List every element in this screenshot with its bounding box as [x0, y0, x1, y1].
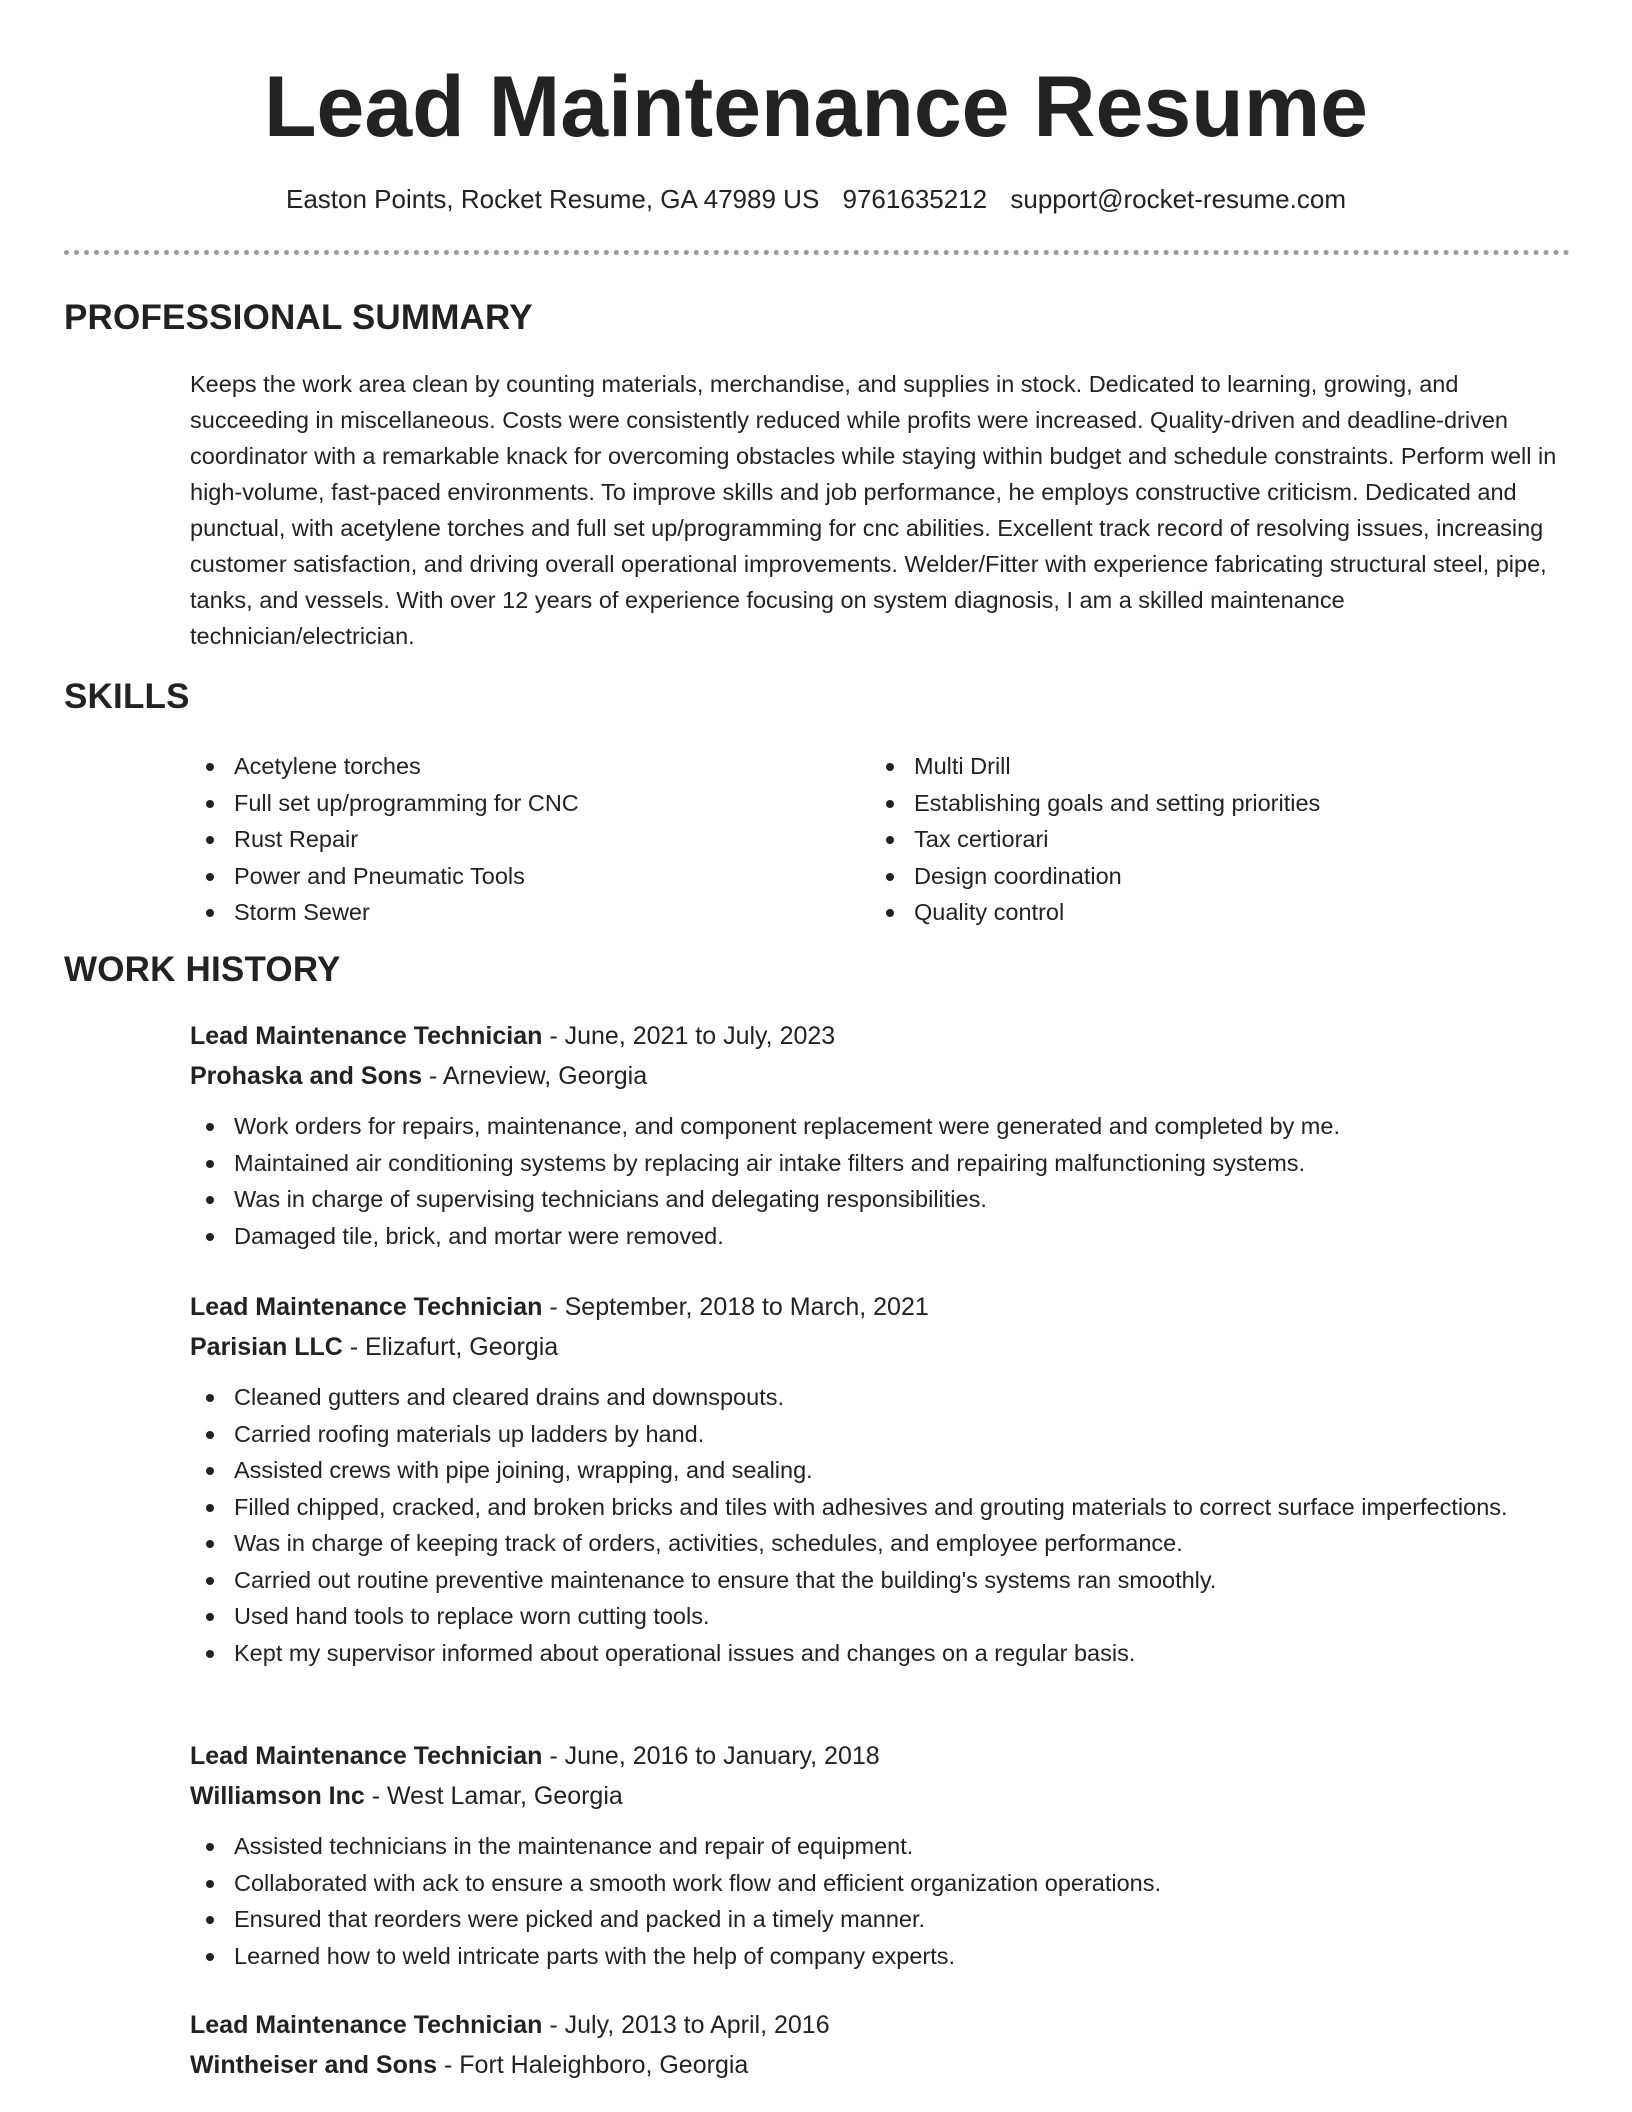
header-divider [64, 250, 1570, 255]
duty-item: Was in charge of supervising technicians and delegating responsibilities. [190, 1181, 1575, 1218]
contact-line [0, 180, 1632, 218]
job-company-line [190, 1327, 1575, 1367]
skill-item: Power and Pneumatic Tools [190, 858, 870, 895]
job-location: - West Lamar, Georgia [364, 1782, 623, 1810]
job-company: Prohaska and Sons [190, 1062, 423, 1090]
duty-item: Damaged tile, brick, and mortar were removed. [190, 1218, 1575, 1255]
job-location: - Fort Haleighboro, Georgia [437, 2051, 749, 2079]
duty-item: Was in charge of keeping track of orders, activities, schedules, and employee performance. [190, 1525, 1575, 1562]
job-title: Lead Maintenance Technician [190, 2011, 543, 2039]
skill-item: Multi Drill [870, 748, 1550, 785]
job-dates: - June, 2016 to January, 2018 [542, 1742, 880, 1770]
skills-column-right [870, 748, 1550, 931]
duty-item: Assisted crews with pipe joining, wrapping, and sealing. [190, 1452, 1575, 1489]
duty-item: Work orders for repairs, maintenance, and component replacement were generated and completed by me. [190, 1108, 1575, 1145]
skill-item: Tax certiorari [870, 821, 1550, 858]
job-company: Williamson Inc [190, 1782, 365, 1810]
duty-item: Cleaned gutters and cleared drains and downspouts. [190, 1379, 1575, 1416]
job-company-line [190, 1776, 1575, 1816]
job-title-line [190, 1736, 1575, 1776]
job-company: Wintheiser and Sons [190, 2051, 438, 2079]
job-entry [190, 1736, 1575, 1974]
job-company: Parisian LLC [190, 1333, 343, 1361]
job-duties [190, 1828, 1575, 1974]
skill-item: Rust Repair [190, 821, 870, 858]
job-dates: - September, 2018 to March, 2021 [542, 1293, 929, 1321]
duty-item: Used hand tools to replace worn cutting tools. [190, 1598, 1575, 1635]
duty-item: Carried roofing materials up ladders by hand. [190, 1416, 1575, 1453]
job-company-line [190, 1056, 1575, 1096]
duty-item: Collaborated with ack to ensure a smooth work flow and efficient organization operations. [190, 1865, 1575, 1902]
job-entry [190, 1287, 1575, 1671]
duty-item: Learned how to weld intricate parts with the help of company experts. [190, 1938, 1575, 1975]
duty-item: Maintained air conditioning systems by replacing air intake filters and repairing malfunctioning systems. [190, 1145, 1575, 1182]
job-location: - Elizafurt, Georgia [342, 1333, 559, 1361]
skill-item: Establishing goals and setting priorities [870, 785, 1550, 822]
skills-heading: SKILLS [64, 677, 190, 716]
contact-phone: 9761635212 [842, 184, 988, 214]
job-dates: - June, 2021 to July, 2023 [542, 1022, 836, 1050]
job-title: Lead Maintenance Technician [190, 1742, 543, 1770]
duty-item: Kept my supervisor informed about operational issues and changes on a regular basis. [190, 1635, 1575, 1672]
job-title-line [190, 1287, 1575, 1327]
contact-address: Easton Points, Rocket Resume, GA 47989 US [286, 184, 820, 214]
skill-item: Acetylene torches [190, 748, 870, 785]
skill-item: Quality control [870, 894, 1550, 931]
job-location: - Arneview, Georgia [422, 1062, 648, 1090]
duty-item: Carried out routine preventive maintenance to ensure that the building's systems ran smoothly. [190, 1562, 1575, 1599]
job-title: Lead Maintenance Technician [190, 1293, 543, 1321]
skill-item: Storm Sewer [190, 894, 870, 931]
job-duties [190, 1379, 1575, 1671]
resume-title: Lead Maintenance Resume [263, 59, 1369, 155]
job-dates: - July, 2013 to April, 2016 [542, 2011, 830, 2039]
job-title-line [190, 1016, 1575, 1056]
summary-heading: PROFESSIONAL SUMMARY [64, 298, 533, 337]
duty-item: Assisted technicians in the maintenance and repair of equipment. [190, 1828, 1575, 1865]
skill-item: Design coordination [870, 858, 1550, 895]
duty-item: Filled chipped, cracked, and broken bricks and tiles with adhesives and grouting materials to correct surface imperfections. [190, 1489, 1575, 1526]
job-entry [190, 1016, 1575, 1254]
contact-email: support@rocket-resume.com [1010, 184, 1346, 214]
job-entry [190, 2005, 1575, 2085]
skills-list [190, 748, 1575, 931]
summary-text: Keeps the work area clean by counting materials, merchandise, and supplies in stock. Dedicated to learning, growing, and succeeding in miscellaneous. Costs were consistently reduced while profits were increased. Quality-driven and deadline-driven coordinator with a remarkable knack for overcoming obstacles while staying within budget and schedule constraints. Perform well in high-volume, fast-paced environments. To improve skills and job performance, he employs constructive criticism. Dedicated and punctual, with acetylene torches and full set up/programming for cnc abilities. Excellent track record of resolving issues, increasing customer satisfaction, and driving overall operational improvements. Welder/Fitter with experience fabricating structural steel, pipe, tanks, and vessels. With over 12 years of experience focusing on system diagnosis, I am a skilled maintenance technician/electrician. [190, 371, 1557, 649]
job-title-line [190, 2005, 1575, 2045]
skill-item: Full set up/programming for CNC [190, 785, 870, 822]
job-duties [190, 1108, 1575, 1254]
job-title: Lead Maintenance Technician [190, 1022, 543, 1050]
work-history-heading: WORK HISTORY [64, 950, 341, 989]
duty-item: Ensured that reorders were picked and packed in a timely manner. [190, 1901, 1575, 1938]
job-company-line [190, 2045, 1575, 2085]
skills-column-left [190, 748, 870, 931]
